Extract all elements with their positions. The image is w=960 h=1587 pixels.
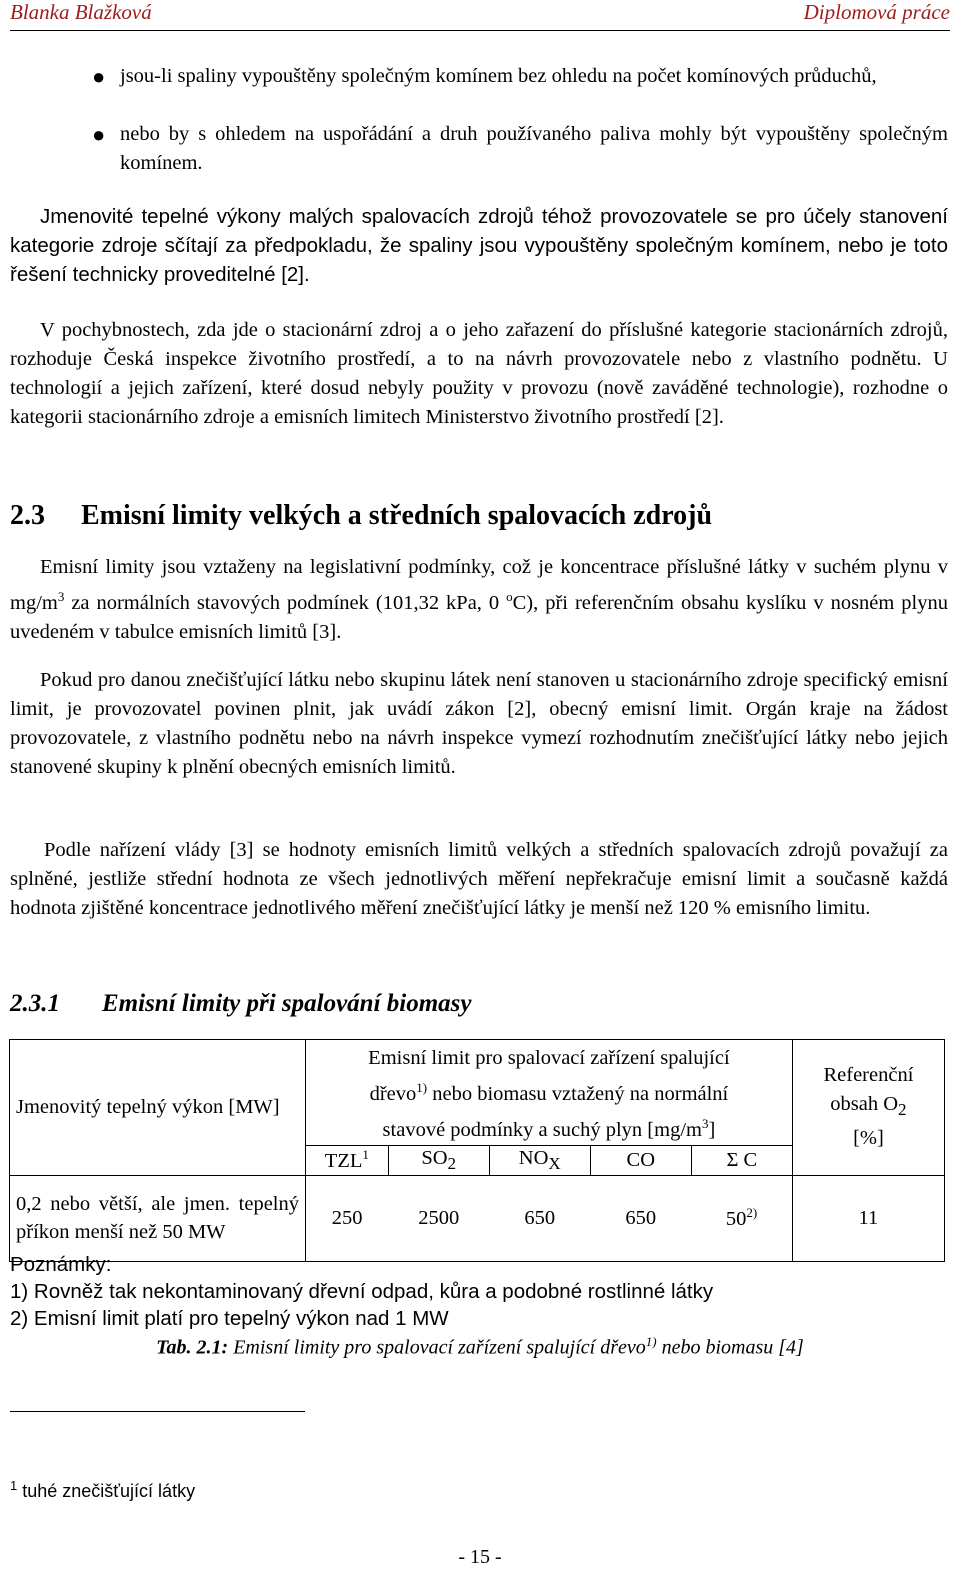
table-cell-nox: 650 <box>489 1175 590 1261</box>
header-author: Blanka Blažková <box>10 0 152 24</box>
note-1: 1) Rovněž tak nekontaminovaný dřevní odpad, kůra a podobné rostlinné látky <box>10 1280 714 1303</box>
section-heading <box>10 500 712 532</box>
table-notes <box>10 1251 713 1332</box>
note-2: 2) Emisní limit platí pro tepelný výkon nad 1 MW <box>10 1307 449 1330</box>
table-header-nox: $NO_X$ <box>489 1145 590 1175</box>
table-header-power: Jmenovitý tepelný výkon [MW] <box>10 1040 306 1176</box>
subsection-title: Emisní limity při spalování biomasy <box>102 990 472 1017</box>
header-doc-type: Diplomová práce <box>803 0 950 24</box>
bullet-item: jsou-li spaliny vypouštěny společným komínem bez ohledu na počet komínových průduchů, <box>120 65 877 87</box>
subsection-heading <box>10 990 471 1018</box>
paragraph-5: Podle nařízení vlády [3] se hodnoty emisních limitů velkých a středních spalovacích zdrojů považují za splněné, jestliže střední hodnota ze všech jednotlivých měření nepřekračuje emisní limit a současně každá hodnota zjištěné koncentrace jednotlivého měření znečišťující látky je menší než 120 % emisního limitu. <box>10 839 948 919</box>
bullet-icon: ● <box>92 122 106 147</box>
paragraph-1: Jmenovité tepelné výkony malých spalovacích zdrojů téhož provozovatele se pro účely stanovení kategorie zdroje sčítají za předpokladu, že spaliny jsou vypouštěny společným komínem, nebo je toto řešení technicky proveditelné [2]. <box>10 205 948 286</box>
table-header-so2: $SO_2$ <box>388 1145 489 1175</box>
paragraph-2: V pochybnostech, zda jde o stacionární zdroj a o jeho zařazení do příslušné kategorie stacionárních zdrojů, rozhoduje Česká inspekce životního prostředí, a to na návrh provozovatele nebo z vlastního podnětu. U technologií a jejich zařízení, které dosud nebyly použity v provozu (nově zaváděné technologie), rozhodne o kategorii stacionárního zdroje a emisních limitech Ministerstvo životního prostředí [2]. <box>10 319 948 428</box>
table-cell-sumc: 50$^{2)}$ <box>691 1175 792 1261</box>
table-header-reference: Referenční obsah $O_2$ [%] <box>792 1040 944 1176</box>
subsection-number: 2.3.1 <box>10 990 60 1017</box>
table-cell-range: 0,2 nebo větší, ale jmen. tepelný příkon menší než 50 MW <box>10 1175 306 1261</box>
table-header-co: CO <box>590 1145 691 1175</box>
page-number: - 15 - <box>458 1546 502 1568</box>
bullet-item: nebo by s ohledem na uspořádání a druh používaného paliva mohly být vypouštěny společným komínem. <box>120 123 948 174</box>
emission-limits-table <box>9 1039 945 1262</box>
table-cell-so2: 2500 <box>388 1175 489 1261</box>
table-caption: Tab. 2.1: Emisní limity pro spalovací zařízení spalující dřevo$^{1)}$ nebo biomasu [4] <box>156 1334 804 1359</box>
notes-title: Poznámky: <box>10 1253 112 1276</box>
table-cell-co: 650 <box>590 1175 691 1261</box>
footnote: $^1$ tuhé znečišťující látky <box>10 1478 196 1501</box>
paragraph-3: Emisní limity jsou vztaženy na legislativní podmínky, což je koncentrace příslušné látky v suchém plynu v $mg/m^3$ za normálních stavových podmínek (101,32 kPa, 0 $^o$C), při referenčním obsahu kyslíku v nosném plynu uvedeném v tabulce emisních limitů [3]. <box>10 556 949 643</box>
table-header-sumc: Σ C <box>691 1145 792 1175</box>
table-cell-tzl: 250 <box>306 1175 389 1261</box>
table-header-limit: Emisní limit pro spalovací zařízení spalující dřevo$^{1)}$ nebo biomasu vztažený na normální stavové podmínky a suchý plyn $[mg/m^3]$ <box>306 1040 793 1146</box>
section-number: 2.3 <box>10 500 45 531</box>
paragraph-4: Pokud pro danou znečišťující látku nebo skupinu látek není stanoven u stacionárního zdroje specifický emisní limit, je provozovatel povinen plnit, jak uvádí zákon [2], obecný emisní limit. Orgán kraje na žádost provozovatele, z vlastního podnětu nebo na návrh inspekce vymezí rozhodnutím znečišťující látky nebo jejich stanovené skupiny k plnění obecných emisních limitů. <box>10 669 948 778</box>
table-header-tzl: TZL$^1$ <box>306 1145 389 1175</box>
page-header <box>10 0 950 31</box>
bullet-icon: ● <box>92 64 106 89</box>
footnote-divider <box>10 1411 305 1412</box>
section-title: Emisní limity velkých a středních spalovacích zdrojů <box>81 500 713 531</box>
table-cell-ref: 11 <box>792 1175 944 1261</box>
